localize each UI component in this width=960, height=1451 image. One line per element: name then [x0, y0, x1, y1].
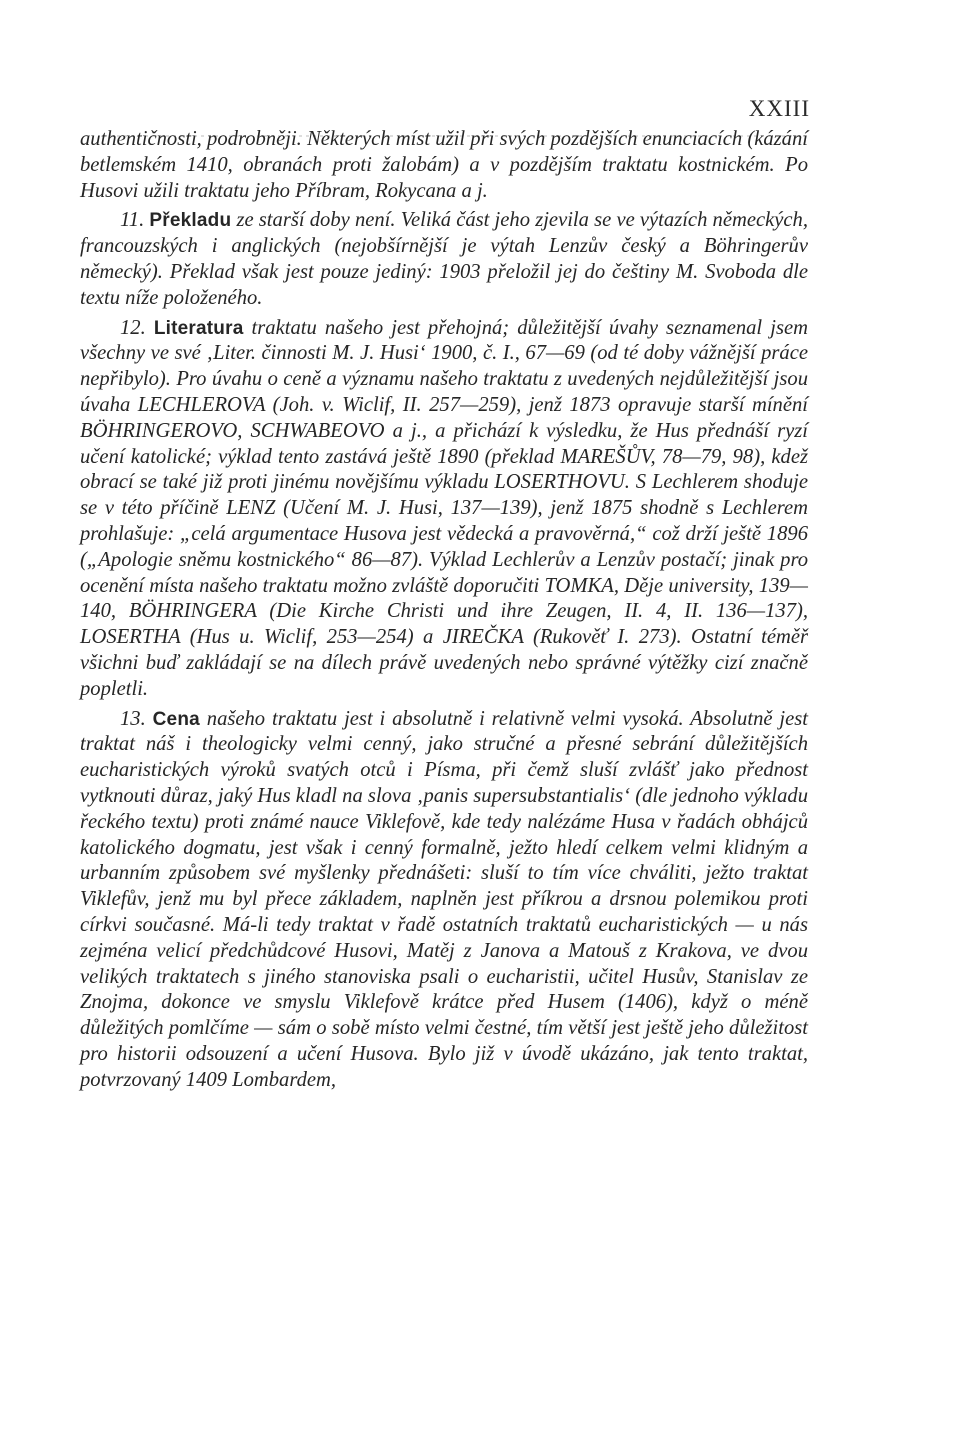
page-number: XXIII — [748, 96, 810, 121]
section-heading: Překladu — [149, 210, 232, 232]
section-heading: Literatura — [153, 317, 244, 339]
paragraph-section-11 — [80, 208, 808, 311]
section-number: 13. — [120, 707, 146, 730]
paragraph-continuation — [80, 127, 808, 204]
paragraph-section-13 — [80, 707, 808, 1094]
body-text — [80, 127, 808, 1097]
paragraph-section-12 — [80, 316, 808, 703]
paragraph-text: ze starší doby není. Veliká část jeho zjevila se ve výtazích německých, francouzských i anglických (nejobšírnější je výtah Lenzův český a Böhringerův německý). Překlad však jest pouze jediný: 1903 přeložil jej do češtiny M. Svoboda dle textu níže položeného. — [80, 209, 809, 309]
section-number: 12. — [120, 316, 146, 339]
paragraph-text: authentičnosti, podrobněji. Některých míst užil při svých pozdějších enunciacích (kázání betlemském 1410, obranách proti žalobám) a v pozdějším traktatu kostnickém. Po Husovi užili traktatu jeho Příbram, Rokycana a j. — [80, 128, 808, 202]
paragraph-text: našeho traktatu jest i absolutně i relativně velmi vysoká. Absolutně jest traktat náš i theologicky velmi cenný, jako stručné a přesné sebrání důležitějších eucharistických výroků svatých otců i Písma, při čemž sluší zvlášť jako přednost vytknouti důraz, jaký Hus kladl na slova ‚panis supersubstantialis‘ (dle jednoho výkladu řeckého textu) proti známé nauce Viklefově, kde tedy nalézáme Husa v řadách obhájců katolického dogmatu, jest však i cenný formalně, ježto hledí celkem velmi klidným a urbanním způsobem své myšlenky přednášeti: sluší to tím více chváliti, ježto traktat Viklefův, jenž mu byl přece základem, naplněn jest příkrou a drsnou polemikou proti církvi současné. Má-li tedy traktat v řadě ostatních traktatů eucharistických — u nás zejména velicí předchůdcové Husovi, Matěj z Janova a Matouš z Krakova, ve dvou velikých traktatech s jiného stanoviska psali o eucharistii, učitel Husův, Stanislav ze Znojma, dokonce ve smyslu Viklefově krátce před Husem (1406), když o méně důležitých pomlčíme — sám o sobě místo velmi čestné, tím větší jest ještě jeho důležitost pro historii odsouzení a učení Husova. Bylo již v úvodě ukázáno, jak tento traktat, potvrzovaný 1409 Lombardem, — [80, 707, 808, 1091]
paragraph-text: traktatu našeho jest přehojná; důležitější úvahy seznamenal jsem všechny ve své ‚Liter. činnosti M. J. Husi‘ 1900, č. I., 67—69 (od té doby vážnější práce nepřibylo). Pro úvahu o ceně a významu našeho traktatu z uvedených nejdůležitější jsou úvaha LECHLEROVA (Joh. v. Wiclif, II. 257—259), jenž 1873 opravuje starší mínění BÖHRINGEROVO, SCHWABEOVO a j., a přichází k výsledku, že Hus přednáší ryzí učení katolické; výklad tento zastává ještě 1890 (překlad MAREŠŮV, 78—79, 98), kdež obrací se také již proti jinému novějšímu výkladu LOSERTHOVU. S Lechlerem shoduje se v této příčině LENZ (Učení M. J. Husi, 137—139), jenž 1875 shodně s Lechlerem prohlašuje: „celá argumentace Husova jest vědecká a pravověrná,“ což drží ještě 1896 („Apologie sněmu kostnického“ 86—87). Výklad Lechlerův a Lenzův postačí; jinak pro ocenění místa našeho traktatu možno zvláště doporučiti TOMKA, Děje university, 139—140, BÖHRINGERA (Die Kirche Christi und ihre Zeugen, II. 4, II. 136—137), LOSERTHA (Hus u. Wiclif, 253—254) a JIREČKA (Rukověť I. 273). Ostatní téměř všichni buď zakládají se na dílech právě uvedených nebo správné výtěžky cizí značně popletli. — [80, 316, 808, 700]
section-number: 11. — [120, 209, 145, 232]
section-heading: Cena — [152, 708, 200, 730]
